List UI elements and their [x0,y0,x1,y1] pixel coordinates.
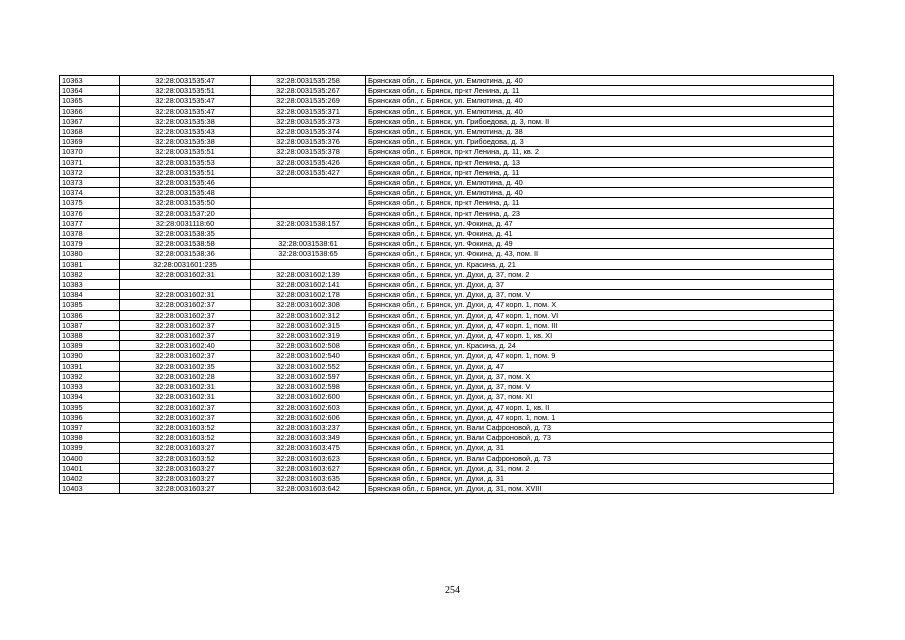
parent-cadastral-number-cell: 32:28:0031603:27 [120,473,251,483]
address-cell: Брянская обл., г. Брянск, пр-кт Ленина, д. 11 [366,198,834,208]
address-cell: Брянская обл., г. Брянск, ул. Духи, д. 31 [366,473,834,483]
address-cell: Брянская обл., г. Брянск, ул. Духи, д. 37 [366,280,834,290]
parent-cadastral-number-cell: 32:28:0031535:48 [120,188,251,198]
cadastral-number-cell: 32:28:0031603:627 [251,463,366,473]
parent-cadastral-number-cell: 32:28:0031535:46 [120,178,251,188]
table-row [60,137,834,147]
parent-cadastral-number-cell: 32:28:0031535:50 [120,198,251,208]
address-cell: Брянская обл., г. Брянск, ул. Духи, д. 37, пом. 2 [366,269,834,279]
row-number-cell: 10380 [60,249,120,259]
table-row [60,290,834,300]
address-cell: Брянская обл., г. Брянск, ул. Духи, д. 47 корп. 1, пом. X [366,300,834,310]
cadastral-number-cell: 32:28:0031602:508 [251,341,366,351]
cadastral-number-cell [251,259,366,269]
cadastral-number-cell: 32:28:0031603:623 [251,453,366,463]
table-row [60,300,834,310]
address-cell: Брянская обл., г. Брянск, ул. Емлютина, д. 40 [366,106,834,116]
table-row [60,208,834,218]
parent-cadastral-number-cell: 32:28:0031535:38 [120,137,251,147]
table-row [60,310,834,320]
row-number-cell: 10374 [60,188,120,198]
table-row [60,484,834,494]
address-cell: Брянская обл., г. Брянск, пр-кт Ленина, д. 11, кв. 2 [366,147,834,157]
parent-cadastral-number-cell: 32:28:0031603:27 [120,443,251,453]
row-number-cell: 10395 [60,402,120,412]
row-number-cell: 10366 [60,106,120,116]
table-row [60,473,834,483]
address-cell: Брянская обл., г. Брянск, ул. Духи, д. 47 корп. 1, пом. 9 [366,351,834,361]
address-cell: Брянская обл., г. Брянск, ул. Грибоедова, д. 3, пом. II [366,116,834,126]
row-number-cell: 10384 [60,290,120,300]
table-row [60,341,834,351]
table-row [60,402,834,412]
parent-cadastral-number-cell: 32:28:0031602:37 [120,310,251,320]
table-row [60,331,834,341]
cadastral-number-cell: 32:28:0031535:371 [251,106,366,116]
address-cell: Брянская обл., г. Брянск, ул. Емлютина, д. 40 [366,76,834,86]
address-cell: Брянская обл., г. Брянск, ул. Духи, д. 47 корп. 1, кв. XI [366,331,834,341]
cadastral-number-cell: 32:28:0031538:157 [251,218,366,228]
parent-cadastral-number-cell: 32:28:0031603:52 [120,433,251,443]
address-cell: Брянская обл., г. Брянск, ул. Емлютина, д. 40 [366,188,834,198]
row-number-cell: 10363 [60,76,120,86]
table-row [60,96,834,106]
table-row [60,157,834,167]
parent-cadastral-number-cell: 32:28:0031602:31 [120,269,251,279]
table-row [60,218,834,228]
table-row [60,127,834,137]
parent-cadastral-number-cell: 32:28:0031118:60 [120,218,251,228]
row-number-cell: 10382 [60,269,120,279]
row-number-cell: 10381 [60,259,120,269]
table-row [60,198,834,208]
table-row [60,249,834,259]
table-row [60,320,834,330]
parent-cadastral-number-cell: 32:28:0031535:51 [120,167,251,177]
cadastral-number-cell: 32:28:0031535:426 [251,157,366,167]
cadastral-number-cell: 32:28:0031535:374 [251,127,366,137]
row-number-cell: 10398 [60,433,120,443]
cadastral-number-cell [251,208,366,218]
parent-cadastral-number-cell: 32:28:0031603:52 [120,422,251,432]
table-row [60,76,834,86]
address-cell: Брянская обл., г. Брянск, ул. Духи, д. 37, пом. X [366,371,834,381]
cadastral-number-cell: 32:28:0031603:635 [251,473,366,483]
row-number-cell: 10399 [60,443,120,453]
table-row [60,463,834,473]
address-cell: Брянская обл., г. Брянск, ул. Емлютина, д. 40 [366,178,834,188]
address-cell: Брянская обл., г. Брянск, ул. Духи, д. 47 корп. 1, пом. III [366,320,834,330]
address-cell: Брянская обл., г. Брянск, ул. Фокина, д. 47 [366,218,834,228]
cadastral-number-cell [251,229,366,239]
cadastral-number-cell: 32:28:0031602:606 [251,412,366,422]
cadastral-number-cell: 32:28:0031602:540 [251,351,366,361]
address-cell: Брянская обл., г. Брянск, ул. Вали Сафроновой, д. 73 [366,453,834,463]
address-cell: Брянская обл., г. Брянск, пр-кт Ленина, д. 11 [366,86,834,96]
address-cell: Брянская обл., г. Брянск, ул. Фокина, д. 43, пом. II [366,249,834,259]
cadastral-number-cell: 32:28:0031603:237 [251,422,366,432]
row-number-cell: 10401 [60,463,120,473]
table-row [60,167,834,177]
cadastral-number-cell: 32:28:0031602:308 [251,300,366,310]
cadastral-number-cell: 32:28:0031602:141 [251,280,366,290]
cadastral-registry-table [59,75,834,494]
address-cell: Брянская обл., г. Брянск, ул. Грибоедова, д. 3 [366,137,834,147]
row-number-cell: 10372 [60,167,120,177]
cadastral-number-cell: 32:28:0031535:267 [251,86,366,96]
row-number-cell: 10390 [60,351,120,361]
row-number-cell: 10369 [60,137,120,147]
address-cell: Брянская обл., г. Брянск, ул. Емлютина, д. 40 [366,96,834,106]
address-cell: Брянская обл., г. Брянск, ул. Духи, д. 31, пом. 2 [366,463,834,473]
cadastral-number-cell: 32:28:0031535:378 [251,147,366,157]
row-number-cell: 10379 [60,239,120,249]
cadastral-number-cell: 32:28:0031602:139 [251,269,366,279]
address-cell: Брянская обл., г. Брянск, ул. Духи, д. 37, пом. V [366,290,834,300]
row-number-cell: 10364 [60,86,120,96]
address-cell: Брянская обл., г. Брянск, ул. Духи, д. 37, пом. XI [366,392,834,402]
address-cell: Брянская обл., г. Брянск, ул. Фокина, д. 49 [366,239,834,249]
address-cell: Брянская обл., г. Брянск, ул. Красина, д. 21 [366,259,834,269]
table-row [60,86,834,96]
cadastral-number-cell: 32:28:0031603:475 [251,443,366,453]
parent-cadastral-number-cell: 32:28:0031538:35 [120,229,251,239]
cadastral-number-cell: 32:28:0031602:597 [251,371,366,381]
parent-cadastral-number-cell: 32:28:0031603:27 [120,484,251,494]
parent-cadastral-number-cell: 32:28:0031535:47 [120,76,251,86]
parent-cadastral-number-cell: 32:28:0031538:36 [120,249,251,259]
cadastral-number-cell: 32:28:0031602:312 [251,310,366,320]
registry-table-body [60,76,834,494]
parent-cadastral-number-cell: 32:28:0031535:53 [120,157,251,167]
parent-cadastral-number-cell: 32:28:0031535:47 [120,96,251,106]
table-row [60,361,834,371]
row-number-cell: 10376 [60,208,120,218]
row-number-cell: 10386 [60,310,120,320]
parent-cadastral-number-cell: 32:28:0031537:20 [120,208,251,218]
table-row [60,453,834,463]
cadastral-number-cell: 32:28:0031538:61 [251,239,366,249]
row-number-cell: 10367 [60,116,120,126]
row-number-cell: 10371 [60,157,120,167]
cadastral-number-cell: 32:28:0031535:373 [251,116,366,126]
table-row [60,392,834,402]
cadastral-number-cell [251,198,366,208]
address-cell: Брянская обл., г. Брянск, ул. Духи, д. 37, пом. V [366,382,834,392]
parent-cadastral-number-cell: 32:28:0031602:35 [120,361,251,371]
parent-cadastral-number-cell: 32:28:0031603:52 [120,453,251,463]
row-number-cell: 10368 [60,127,120,137]
table-row [60,443,834,453]
row-number-cell: 10378 [60,229,120,239]
cadastral-number-cell: 32:28:0031538:65 [251,249,366,259]
table-row [60,259,834,269]
parent-cadastral-number-cell: 32:28:0031535:51 [120,86,251,96]
table-row [60,412,834,422]
cadastral-number-cell: 32:28:0031602:178 [251,290,366,300]
parent-cadastral-number-cell: 32:28:0031535:51 [120,147,251,157]
parent-cadastral-number-cell: 32:28:0031602:37 [120,351,251,361]
parent-cadastral-number-cell: 32:28:0031602:31 [120,290,251,300]
parent-cadastral-number-cell: 32:28:0031602:37 [120,300,251,310]
table-row [60,188,834,198]
table-row [60,106,834,116]
address-cell: Брянская обл., г. Брянск, ул. Духи, д. 31 [366,443,834,453]
cadastral-number-cell: 32:28:0031603:349 [251,433,366,443]
table-row [60,229,834,239]
row-number-cell: 10394 [60,392,120,402]
address-cell: Брянская обл., г. Брянск, пр-кт Ленина, д. 11 [366,167,834,177]
cadastral-number-cell: 32:28:0031602:598 [251,382,366,392]
parent-cadastral-number-cell: 32:28:0031602:37 [120,331,251,341]
row-number-cell: 10377 [60,218,120,228]
table-row [60,280,834,290]
parent-cadastral-number-cell: 32:28:0031602:28 [120,371,251,381]
parent-cadastral-number-cell: 32:28:0031602:37 [120,402,251,412]
row-number-cell: 10365 [60,96,120,106]
table-row [60,178,834,188]
cadastral-number-cell: 32:28:0031535:269 [251,96,366,106]
parent-cadastral-number-cell [120,280,251,290]
table-row [60,239,834,249]
row-number-cell: 10397 [60,422,120,432]
cadastral-number-cell: 32:28:0031535:258 [251,76,366,86]
parent-cadastral-number-cell: 32:28:0031602:40 [120,341,251,351]
address-cell: Брянская обл., г. Брянск, ул. Духи, д. 47 [366,361,834,371]
address-cell: Брянская обл., г. Брянск, ул. Вали Сафроновой, д. 73 [366,433,834,443]
table-row [60,422,834,432]
cadastral-number-cell: 32:28:0031602:600 [251,392,366,402]
address-cell: Брянская обл., г. Брянск, пр-кт Ленина, д. 23 [366,208,834,218]
row-number-cell: 10392 [60,371,120,381]
cadastral-number-cell: 32:28:0031535:376 [251,137,366,147]
parent-cadastral-number-cell: 32:28:0031535:43 [120,127,251,137]
address-cell: Брянская обл., г. Брянск, пр-кт Ленина, д. 13 [366,157,834,167]
table-row [60,269,834,279]
table-row [60,371,834,381]
address-cell: Брянская обл., г. Брянск, ул. Красина, д. 24 [366,341,834,351]
cadastral-number-cell: 32:28:0031602:552 [251,361,366,371]
row-number-cell: 10387 [60,320,120,330]
table-row [60,433,834,443]
row-number-cell: 10375 [60,198,120,208]
parent-cadastral-number-cell: 32:28:0031601:235 [120,259,251,269]
row-number-cell: 10393 [60,382,120,392]
table-row [60,116,834,126]
parent-cadastral-number-cell: 32:28:0031538:58 [120,239,251,249]
cadastral-number-cell [251,188,366,198]
row-number-cell: 10400 [60,453,120,463]
parent-cadastral-number-cell: 32:28:0031602:31 [120,382,251,392]
address-cell: Брянская обл., г. Брянск, ул. Вали Сафроновой, д. 73 [366,422,834,432]
parent-cadastral-number-cell: 32:28:0031535:38 [120,116,251,126]
address-cell: Брянская обл., г. Брянск, ул. Духи, д. 47 корп. 1, пом. VI [366,310,834,320]
row-number-cell: 10383 [60,280,120,290]
cadastral-number-cell: 32:28:0031603:642 [251,484,366,494]
parent-cadastral-number-cell: 32:28:0031603:27 [120,463,251,473]
row-number-cell: 10373 [60,178,120,188]
row-number-cell: 10396 [60,412,120,422]
row-number-cell: 10389 [60,341,120,351]
address-cell: Брянская обл., г. Брянск, ул. Духи, д. 47 корп. 1, кв. II [366,402,834,412]
row-number-cell: 10391 [60,361,120,371]
cadastral-number-cell: 32:28:0031535:427 [251,167,366,177]
cadastral-number-cell: 32:28:0031602:315 [251,320,366,330]
row-number-cell: 10403 [60,484,120,494]
row-number-cell: 10402 [60,473,120,483]
cadastral-number-cell [251,178,366,188]
cadastral-number-cell: 32:28:0031602:603 [251,402,366,412]
parent-cadastral-number-cell: 32:28:0031602:37 [120,412,251,422]
parent-cadastral-number-cell: 32:28:0031602:31 [120,392,251,402]
page-number: 254 [445,585,460,596]
row-number-cell: 10388 [60,331,120,341]
table-row [60,351,834,361]
parent-cadastral-number-cell: 32:28:0031535:47 [120,106,251,116]
address-cell: Брянская обл., г. Брянск, ул. Фокина, д. 41 [366,229,834,239]
row-number-cell: 10385 [60,300,120,310]
parent-cadastral-number-cell: 32:28:0031602:37 [120,320,251,330]
address-cell: Брянская обл., г. Брянск, ул. Емлютина, д. 38 [366,127,834,137]
table-row [60,382,834,392]
table-row [60,147,834,157]
address-cell: Брянская обл., г. Брянск, ул. Духи, д. 31, пом. XVIII [366,484,834,494]
row-number-cell: 10370 [60,147,120,157]
cadastral-number-cell: 32:28:0031602:319 [251,331,366,341]
address-cell: Брянская обл., г. Брянск, ул. Духи, д. 47 корп. 1, пом. 1 [366,412,834,422]
